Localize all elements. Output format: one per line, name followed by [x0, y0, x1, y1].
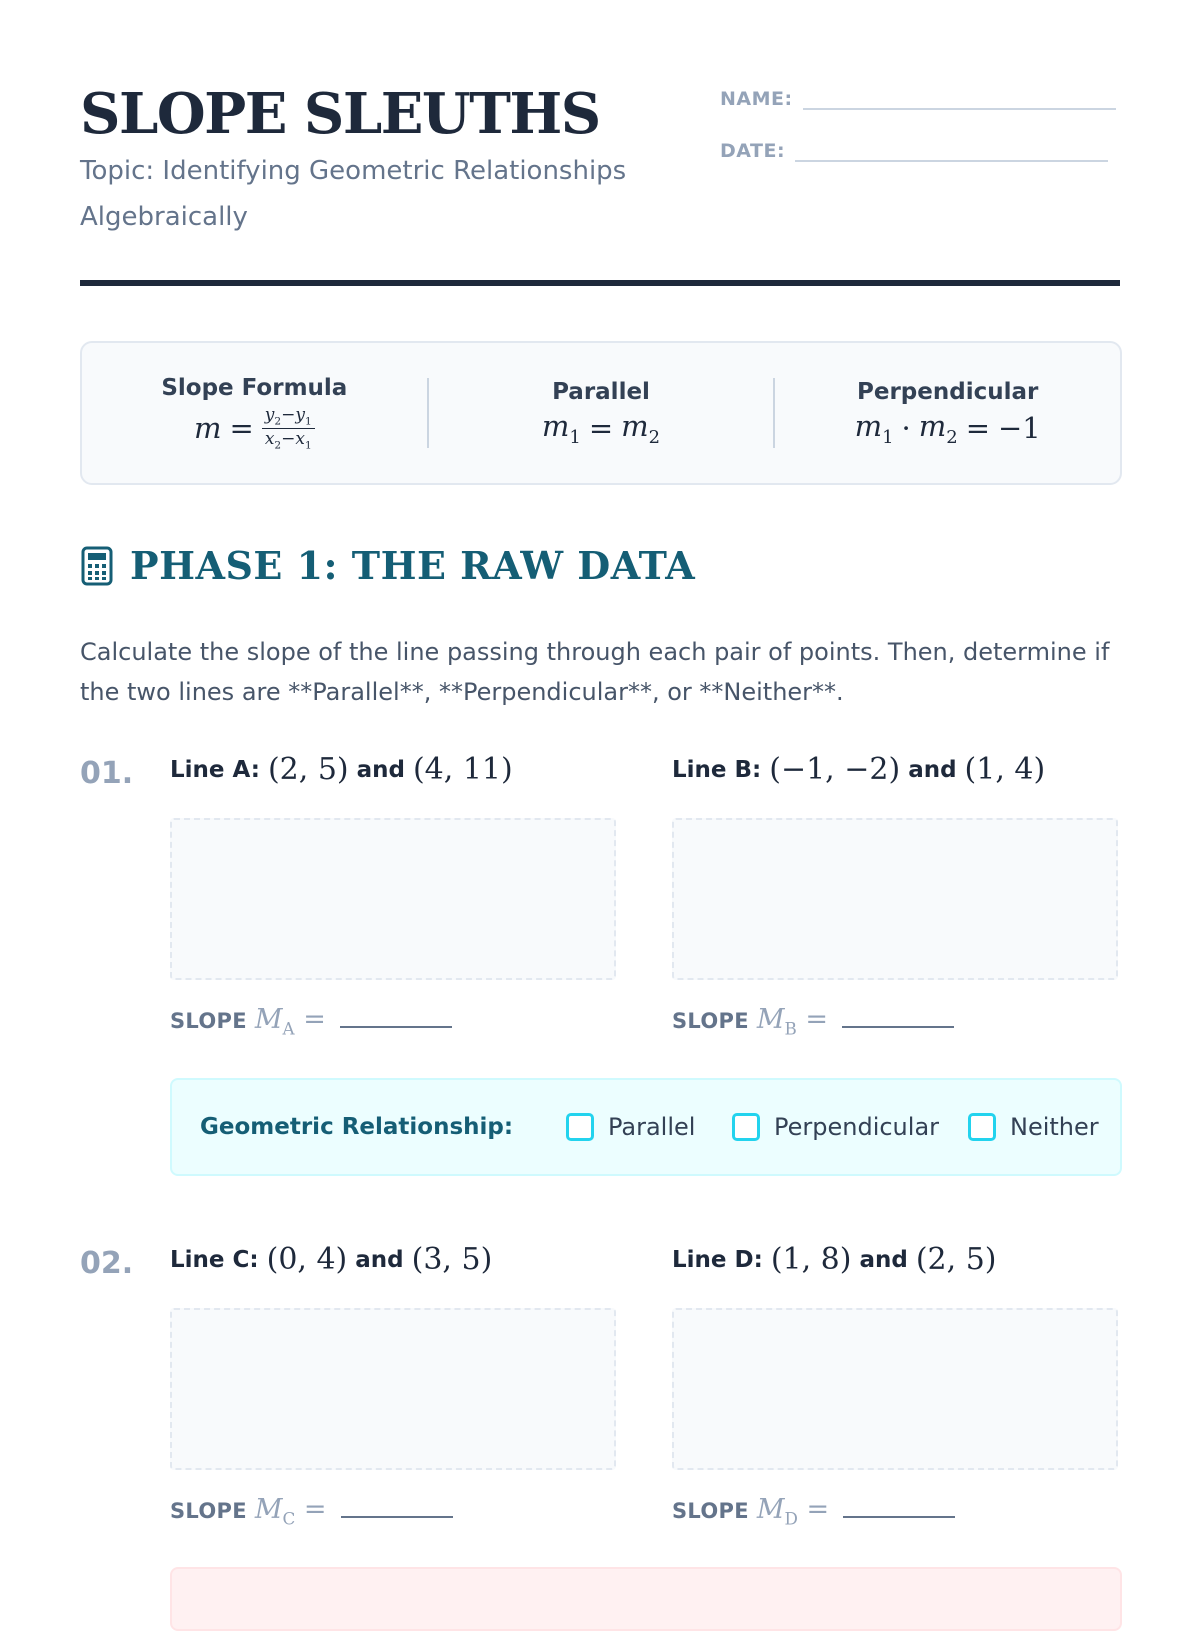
option-label: Perpendicular [774, 1113, 940, 1141]
parallel-formula-math: $m_1$ = $m_2$ [541, 408, 661, 448]
line-name: Line B: [672, 756, 762, 783]
slope-blank[interactable] [341, 1498, 453, 1518]
line-b-label [672, 752, 1045, 787]
slope-answer-c [170, 1494, 453, 1528]
relationship-label: Geometric Relationship: [200, 1114, 514, 1140]
point-1: (−1, −2) [769, 752, 901, 787]
date-label: DATE: [720, 140, 786, 162]
option-neither[interactable] [968, 1113, 1099, 1141]
line-c-label [170, 1242, 492, 1277]
formula-reference-box [80, 341, 1122, 485]
line-name: Line D: [672, 1246, 763, 1273]
checkbox-icon[interactable] [566, 1113, 594, 1141]
perpendicular-formula-title: Perpendicular [857, 378, 1039, 405]
problem-number: 01. [80, 756, 134, 791]
slope-answer-a [170, 1004, 452, 1038]
slope-word: SLOPE [672, 1009, 749, 1033]
option-perpendicular[interactable] [732, 1113, 939, 1141]
slope-blank[interactable] [843, 1498, 955, 1518]
line-name: Line A: [170, 756, 260, 783]
point-2: (2, 5) [915, 1242, 997, 1277]
problem-number: 02. [80, 1246, 134, 1281]
point-2: (1, 4) [964, 752, 1046, 787]
name-input-line[interactable] [803, 107, 1116, 110]
slope-word: SLOPE [672, 1499, 749, 1523]
slope-symbol: $M_D$ = [756, 1494, 830, 1529]
option-parallel[interactable] [566, 1113, 695, 1141]
option-label: Neither [1010, 1113, 1099, 1141]
point-2: (4, 11) [412, 752, 513, 787]
relationship-selector [170, 1078, 1122, 1176]
name-field [720, 88, 1116, 110]
slope-blank[interactable] [842, 1008, 954, 1028]
slope-symbol: $M_C$ = [254, 1494, 327, 1529]
line-a-label [170, 752, 513, 787]
slope-formula-math: m = $\frac{y_2-y_1}{x_2-x_1}$ [194, 405, 315, 451]
slope-formula-title: Slope Formula [161, 375, 348, 402]
date-field [720, 140, 1108, 162]
phase-title: PHASE 1: THE RAW DATA [130, 543, 696, 588]
next-relationship-box [170, 1567, 1122, 1631]
slope-word: SLOPE [170, 1499, 247, 1523]
slope-subscript: C [282, 1508, 296, 1529]
work-area-line-c[interactable] [170, 1308, 616, 1470]
date-input-line[interactable] [795, 159, 1108, 162]
checkbox-icon[interactable] [732, 1113, 760, 1141]
point-1: (0, 4) [266, 1242, 348, 1277]
line-d-label [672, 1242, 996, 1277]
instructions-text: Calculate the slope of the line passing through each pair of points. Then, determine if the two lines are **Parallel**, **Perpendicular**, or **Neither**. [80, 638, 1110, 706]
work-area-line-d[interactable] [672, 1308, 1118, 1470]
slope-answer-d [672, 1494, 955, 1528]
work-area-line-a[interactable] [170, 818, 616, 980]
slope-word: SLOPE [170, 1009, 247, 1033]
slope-blank[interactable] [340, 1008, 452, 1028]
perpendicular-formula [773, 378, 1120, 448]
page-title: SLOPE SLEUTHS [80, 81, 600, 147]
point-1: (1, 8) [770, 1242, 852, 1277]
point-1: (2, 5) [267, 752, 349, 787]
name-label: NAME: [720, 88, 793, 110]
slope-symbol: $M_A$ = [254, 1004, 326, 1039]
slope-answer-b [672, 1004, 954, 1038]
and-word: and [356, 756, 405, 783]
and-word: and [355, 1246, 404, 1273]
parallel-formula [427, 378, 774, 448]
work-area-line-b[interactable] [672, 818, 1118, 980]
slope-subscript: D [784, 1508, 798, 1529]
slope-subscript: B [784, 1018, 797, 1039]
calculator-icon [80, 546, 114, 586]
parallel-formula-title: Parallel [552, 378, 650, 405]
option-label: Parallel [608, 1113, 696, 1141]
phase-heading [80, 543, 695, 588]
line-name: Line C: [170, 1246, 259, 1273]
header-divider [80, 280, 1120, 286]
and-word: and [859, 1246, 908, 1273]
point-2: (3, 5) [411, 1242, 493, 1277]
slope-subscript: A [282, 1018, 295, 1039]
checkbox-icon[interactable] [968, 1113, 996, 1141]
slope-symbol: $M_B$ = [756, 1004, 829, 1039]
slope-formula [82, 375, 427, 451]
and-word: and [908, 756, 957, 783]
topic-subtitle: Topic: Identifying Geometric Relationships Algebraically [80, 156, 627, 232]
perpendicular-formula-math: $m_1$ · $m_2$ = −1 [854, 408, 1041, 448]
